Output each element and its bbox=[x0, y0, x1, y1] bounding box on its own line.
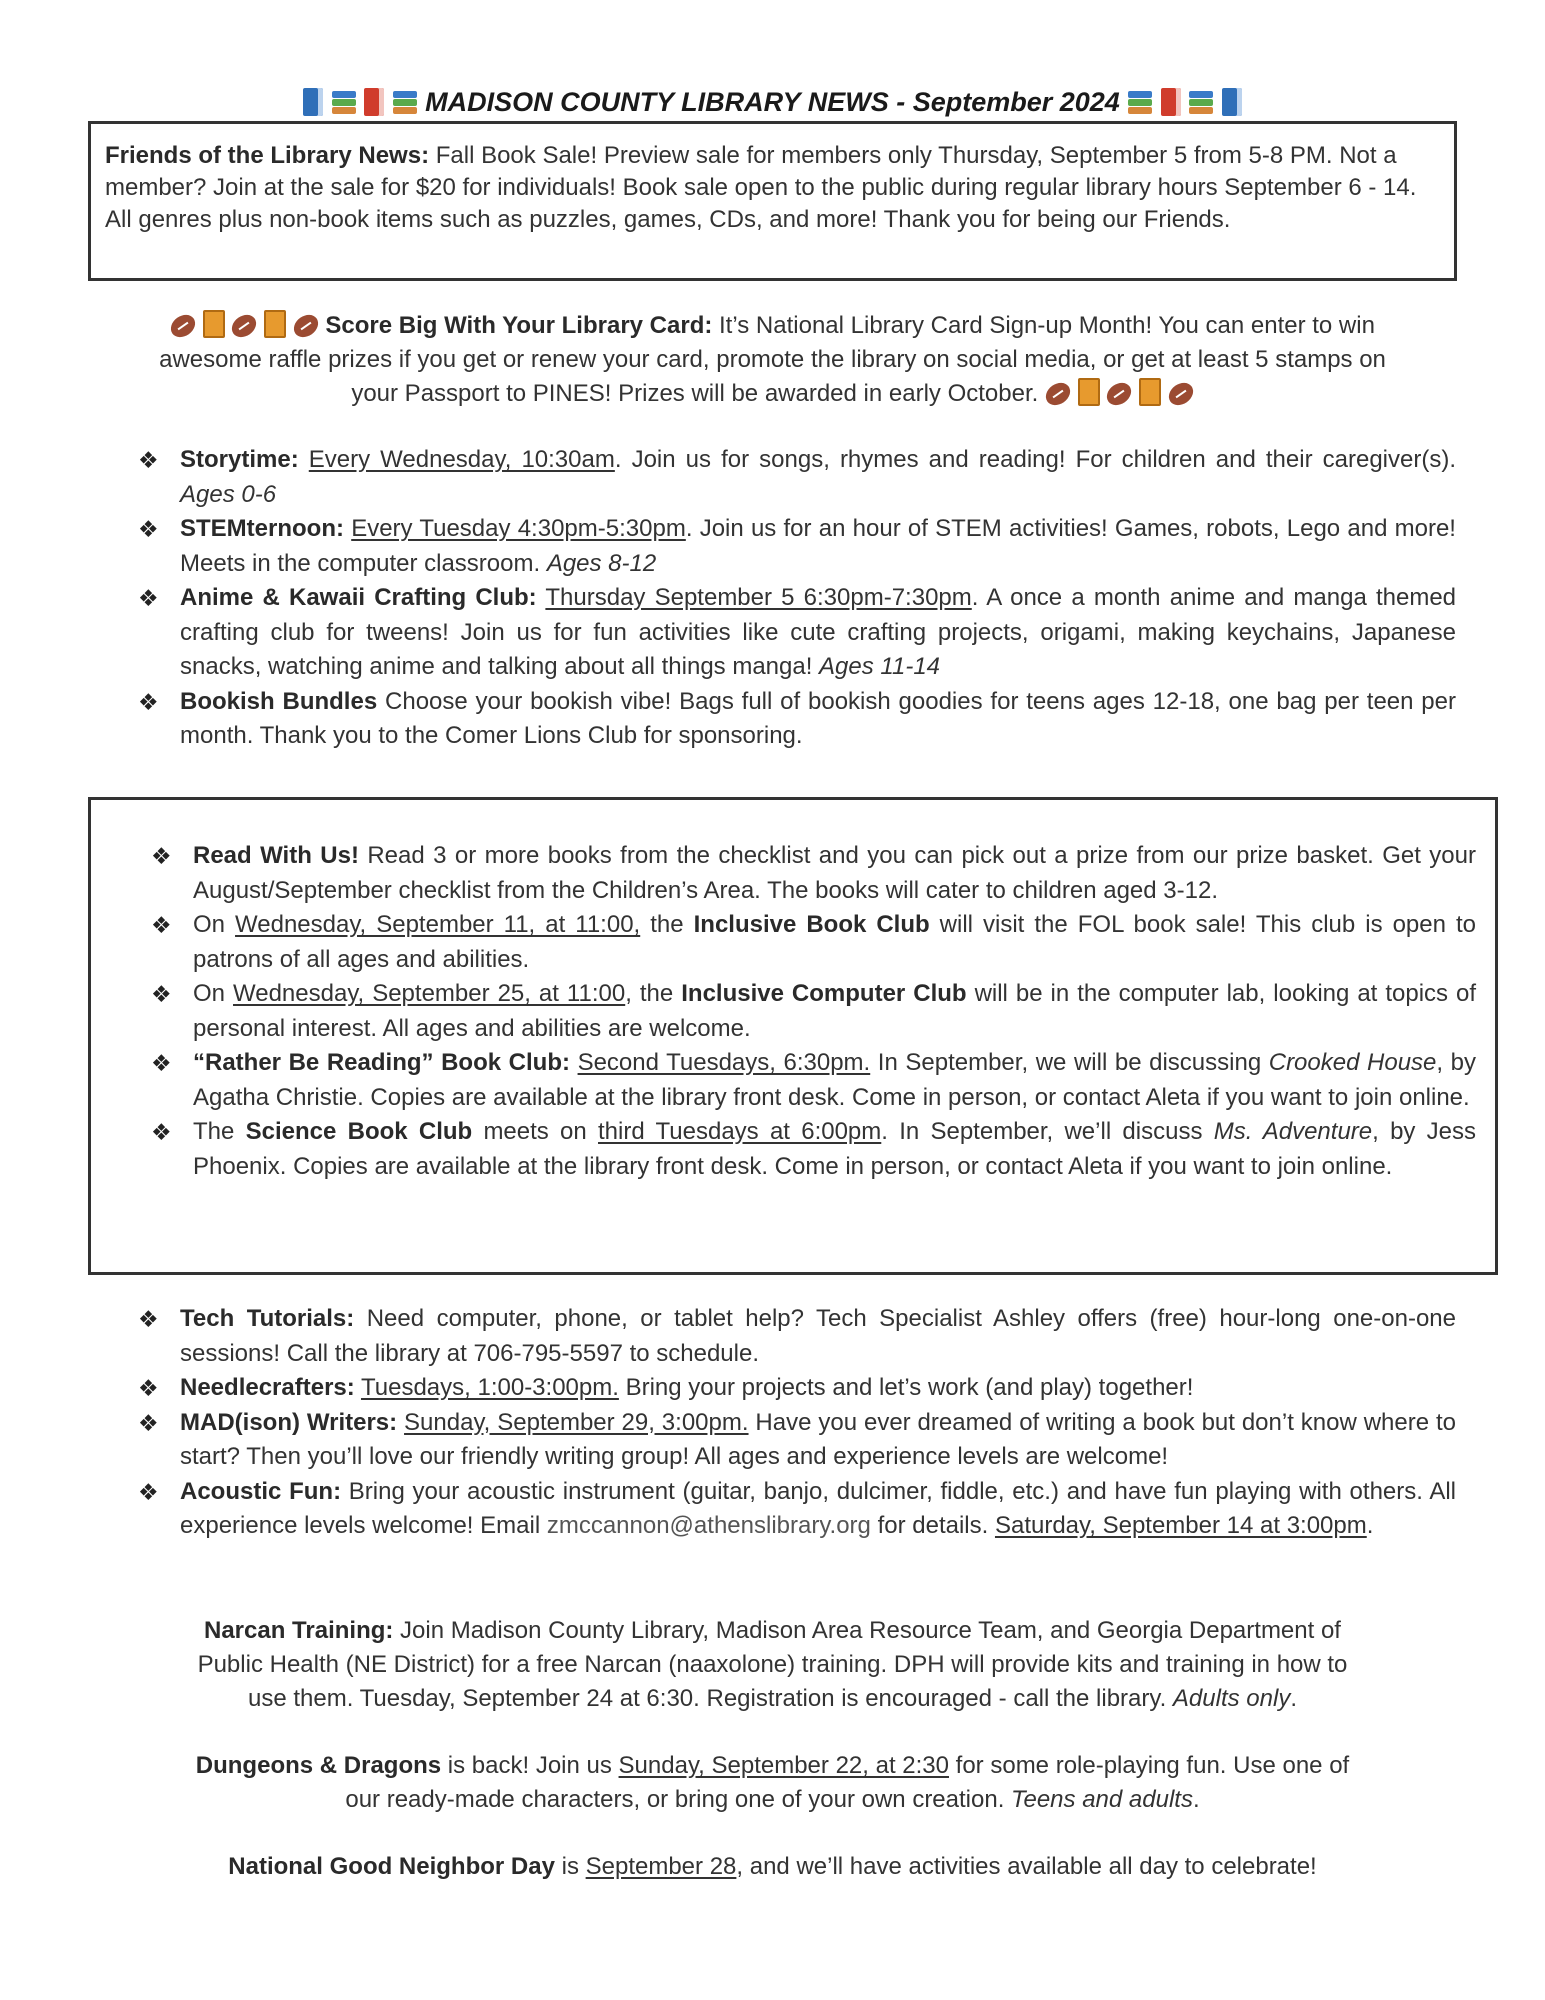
red-book-icon bbox=[1161, 88, 1181, 116]
narcan-audience: Adults only bbox=[1172, 1685, 1291, 1712]
storytime-ages: Ages 0-6 bbox=[180, 480, 277, 508]
dnd-text-1: is back! Join us bbox=[441, 1752, 619, 1779]
inclusive-computer-label: Inclusive Computer Club bbox=[681, 980, 967, 1007]
anime-ages: Ages 11-14 bbox=[819, 653, 941, 680]
narcan-end: . bbox=[1290, 1685, 1297, 1712]
list-item bbox=[138, 1371, 1456, 1406]
neighbor-section bbox=[0, 1850, 1545, 1884]
football-icon bbox=[1042, 378, 1075, 409]
list-item bbox=[138, 512, 1456, 581]
football-icon bbox=[289, 310, 322, 341]
list-item bbox=[151, 1115, 1476, 1184]
books-stack-icon bbox=[331, 89, 357, 115]
page-title: MADISON COUNTY LIBRARY NEWS - September 2024 bbox=[425, 87, 1120, 117]
list-item bbox=[138, 443, 1456, 512]
tech-label: Tech Tutorials: bbox=[180, 1305, 355, 1332]
list-item bbox=[138, 1475, 1456, 1544]
neighbor-text-2: , and we’ll have activities available all day to celebrate! bbox=[736, 1853, 1317, 1880]
inclusive-book-pre: On bbox=[193, 911, 236, 938]
library-card-icon bbox=[203, 310, 225, 338]
football-icon bbox=[228, 310, 261, 341]
list-item bbox=[151, 1046, 1476, 1115]
score-big-text-1: It’s National Library Card Sign-up Month! You can enter to win bbox=[712, 312, 1375, 339]
list-item bbox=[138, 1302, 1456, 1371]
acoustic-when: Saturday, September 14 at 3:00pm bbox=[994, 1512, 1367, 1539]
needle-when: Tuesdays, 1:00-3:00pm. bbox=[360, 1374, 619, 1401]
blue-book-icon bbox=[1222, 88, 1242, 116]
inclusive-book-mid: the bbox=[640, 911, 694, 938]
inclusive-book-when: Wednesday, September 11, at 11:00, bbox=[235, 911, 641, 938]
acoustic-text-2: for details. bbox=[870, 1512, 995, 1539]
science-when: third Tuesdays at 6:00pm bbox=[598, 1118, 882, 1145]
narcan-text-3: use them. Tuesday, September 24 at 6:30. Registration is encouraged - call the library. bbox=[247, 1685, 1173, 1712]
science-mid: meets on bbox=[472, 1118, 599, 1145]
writers-label: MAD(ison) Writers: bbox=[180, 1408, 398, 1436]
list-item bbox=[138, 581, 1456, 685]
stem-label: STEMternoon: bbox=[180, 515, 344, 542]
storytime-text: . Join us for songs, rhymes and reading! For children and their caregiver(s). bbox=[614, 446, 1456, 473]
programs-list-1 bbox=[138, 443, 1456, 754]
acoustic-text-1: Bring your acoustic instrument (guitar, banjo, dulcimer, fiddle, etc.) and have fun playing with others. All experience levels welcome! Email bbox=[180, 1477, 1456, 1539]
books-stack-icon bbox=[1188, 89, 1214, 115]
rather-text-2: , by Agatha Christie. Copies are available at the library front desk. Come in person, or contact Aleta if you want to join online. bbox=[193, 1049, 1476, 1111]
neighbor-text-1: is bbox=[554, 1853, 586, 1880]
anime-text: . A once a month anime and manga themed crafting club for tweens! Join us for fun activities like cute crafting projects, origami, making keychains, Japanese snacks, watching anime and talking about all things manga! bbox=[180, 584, 1457, 680]
dnd-label: Dungeons & Dragons bbox=[195, 1752, 442, 1779]
anime-when: Thursday September 5 6:30pm-7:30pm bbox=[545, 584, 972, 611]
rather-book: Crooked House bbox=[1268, 1049, 1437, 1076]
narcan-label: Narcan Training: bbox=[204, 1617, 394, 1644]
list-item bbox=[151, 977, 1476, 1046]
needle-label: Needlecrafters: bbox=[180, 1374, 355, 1401]
score-big-text-3: your Passport to PINES! Prizes will be awarded in early October. bbox=[351, 380, 1039, 407]
acoustic-label: Acoustic Fun: bbox=[180, 1477, 342, 1505]
inclusive-book-label: Inclusive Book Club bbox=[693, 911, 930, 938]
newsletter-title bbox=[0, 82, 1545, 122]
neighbor-label: National Good Neighbor Day bbox=[228, 1853, 555, 1880]
inclusive-computer-mid: , the bbox=[625, 980, 682, 1007]
science-pre: The bbox=[193, 1118, 246, 1145]
list-item bbox=[151, 908, 1476, 977]
dnd-end: . bbox=[1192, 1786, 1200, 1813]
books-stack-icon bbox=[392, 89, 418, 115]
library-card-icon bbox=[264, 310, 286, 338]
acoustic-email[interactable]: zmccannon@athenslibrary.org bbox=[546, 1512, 871, 1539]
bundles-label: Bookish Bundles bbox=[180, 687, 378, 715]
boxed-programs bbox=[88, 797, 1498, 1275]
neighbor-line bbox=[0, 1850, 1545, 1884]
writers-when: Sunday, September 29, 3:00pm. bbox=[404, 1408, 749, 1436]
football-icon bbox=[1103, 378, 1136, 409]
football-icon bbox=[167, 310, 200, 341]
read-with-us-label: Read With Us! bbox=[193, 842, 359, 869]
list-item bbox=[138, 1406, 1456, 1475]
library-card-icon bbox=[1078, 378, 1100, 406]
list-item bbox=[138, 685, 1456, 754]
boxed-programs-list bbox=[151, 839, 1476, 1184]
list-item bbox=[151, 839, 1476, 908]
narcan-text-1: Join Madison County Library, Madison Area Resource Team, and Georgia Department of bbox=[393, 1617, 1341, 1644]
score-big-line-3 bbox=[0, 377, 1545, 411]
score-big-line-2: awesome raffle prizes if you get or renew your card, promote the library on social media, or get at least 5 stamps on bbox=[159, 346, 1386, 373]
stem-text: . Join us for an hour of STEM activities! Games, robots, Lego and more! Meets in the computer classroom. bbox=[180, 515, 1456, 577]
dnd-line-1 bbox=[0, 1749, 1545, 1783]
friends-body: Fall Book Sale! Preview sale for members only Thursday, September 5 from 5-8 PM. Not a member? Join at the sale for $20 for individuals! Book sale open to the public during regular library hours September 6 - 14. All genres plus non-book items such as puzzles, games, CDs, and more! Thank you for being our Friends. bbox=[105, 142, 1417, 233]
narcan-line-1 bbox=[0, 1614, 1545, 1648]
stem-when: Every Tuesday 4:30pm-5:30pm bbox=[351, 515, 686, 542]
books-stack-icon bbox=[1127, 89, 1153, 115]
dnd-section bbox=[0, 1749, 1545, 1817]
rather-text-1: In September, we will be discussing bbox=[870, 1049, 1269, 1076]
anime-label: Anime & Kawaii Crafting Club: bbox=[180, 584, 537, 611]
storytime-label: Storytime: bbox=[180, 446, 299, 473]
red-book-icon bbox=[364, 88, 384, 116]
read-with-us-text: Read 3 or more books from the checklist and you can pick out a prize from our prize basket. Get your August/September checklist from the Children’s Area. The books will cater to children aged 3-12. bbox=[193, 842, 1476, 904]
narcan-section bbox=[0, 1614, 1545, 1716]
programs-list-2 bbox=[138, 1302, 1456, 1544]
friends-news-box bbox=[88, 121, 1457, 281]
dnd-text-3: our ready-made characters, or bring one of your own creation. bbox=[345, 1786, 1012, 1813]
science-text-1: . In September, we’ll discuss bbox=[881, 1118, 1214, 1145]
blue-book-icon bbox=[303, 88, 323, 116]
stem-ages: Ages 8-12 bbox=[546, 549, 657, 577]
acoustic-end: . bbox=[1366, 1512, 1374, 1539]
storytime-when: Every Wednesday, 10:30am bbox=[308, 446, 615, 473]
score-big-section bbox=[0, 309, 1545, 411]
dnd-line-2 bbox=[0, 1783, 1545, 1817]
needle-text: Bring your projects and let’s work (and play) together! bbox=[618, 1374, 1194, 1401]
football-icon bbox=[1164, 378, 1197, 409]
science-book: Ms. Adventure bbox=[1213, 1118, 1373, 1145]
rather-when: Second Tuesdays, 6:30pm. bbox=[577, 1049, 871, 1076]
bundles-text: Choose your bookish vibe! Bags full of bookish goodies for teens ages 12-18, one bag per teen per month. Thank you to the Comer Lions Club for sponsoring. bbox=[180, 687, 1456, 749]
score-big-line-1 bbox=[0, 309, 1545, 343]
dnd-when: Sunday, September 22, at 2:30 bbox=[618, 1752, 949, 1779]
inclusive-computer-text: will be in the computer lab, looking at topics of personal interest. All ages and abilities are welcome. bbox=[193, 980, 1477, 1042]
dnd-text-2: for some role-playing fun. Use one of bbox=[949, 1752, 1350, 1779]
inclusive-book-text: will visit the FOL book sale! This club is open to patrons of all ages and abilities. bbox=[193, 911, 1477, 973]
friends-heading: Friends of the Library News: bbox=[105, 142, 430, 169]
rather-label: “Rather Be Reading” Book Club: bbox=[193, 1049, 570, 1076]
dnd-audience: Teens and adults bbox=[1011, 1786, 1193, 1813]
science-text-2: , by Jess Phoenix. Copies are available at the library front desk. Come in person, or contact Aleta if you want to join online. bbox=[193, 1118, 1477, 1180]
inclusive-computer-pre: On bbox=[193, 980, 234, 1007]
science-label: Science Book Club bbox=[245, 1118, 473, 1145]
neighbor-when: September 28 bbox=[585, 1853, 737, 1880]
library-card-icon bbox=[1139, 378, 1161, 406]
narcan-line-3 bbox=[0, 1682, 1545, 1716]
writers-text: Have you ever dreamed of writing a book but don’t know where to start? Then you’ll love our friendly writing group! All ages and experience levels are welcome! bbox=[180, 1408, 1457, 1470]
friends-news-text bbox=[105, 140, 1440, 236]
tech-text: Need computer, phone, or tablet help? Tech Specialist Ashley offers (free) hour-long one-on-one sessions! Call the library at 706-795-5597 to schedule. bbox=[180, 1305, 1456, 1367]
inclusive-computer-when: Wednesday, September 25, at 11:00 bbox=[233, 980, 626, 1007]
narcan-line-2: Public Health (NE District) for a free Narcan (naaxolone) training. DPH will provide kits and training in how to bbox=[197, 1651, 1348, 1678]
score-big-heading: Score Big With Your Library Card: bbox=[325, 312, 713, 339]
